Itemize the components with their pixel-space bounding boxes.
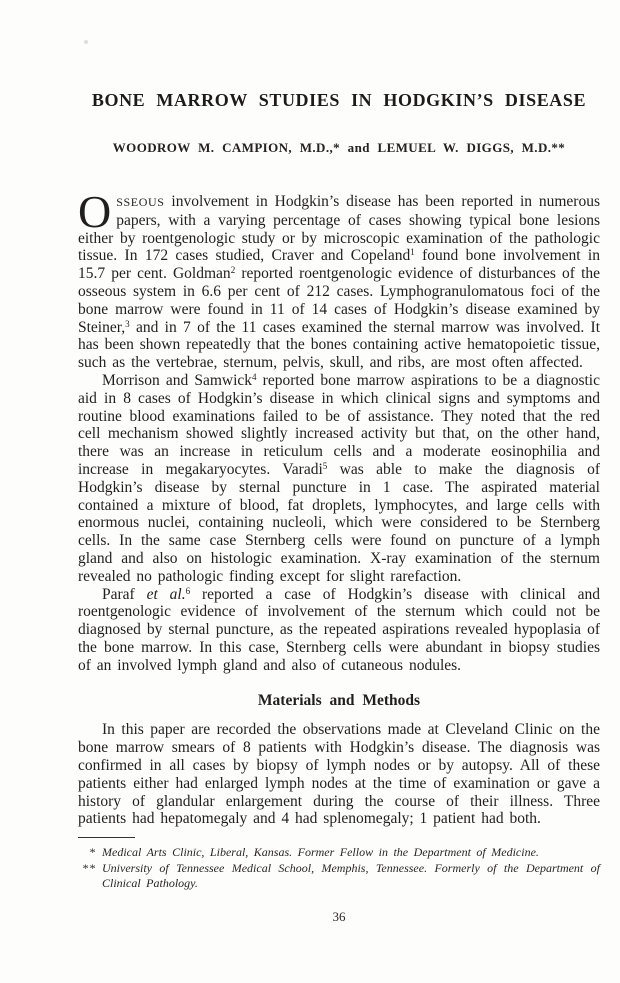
footnote [78, 845, 600, 861]
footnote-ref: 4 [252, 371, 257, 382]
text-run: Morrison and Samwick [102, 371, 253, 389]
text-run: In this paper are recorded the observations made at Cleveland Clinic on the bone marrow smears of 8 patients with Hodgkin’s disease. The diagnosis was confirmed in all cases by biopsy of lymph nodes or by autopsy. All of these patients either had enlarged lymph nodes at the time of examination or gave a history of glandular enlargement during the course of their illness. Three patients had hepatomegaly and 4 had splenomegaly; 1 patient had both. [78, 721, 600, 828]
dropcap-letter: O [78, 186, 112, 237]
footnote-rule [78, 837, 135, 838]
page-number: 36 [332, 908, 346, 924]
footnote-text: Medical Arts Clinic, Liberal, Kansas. Former Fellow in the Department of Medicine. [102, 845, 539, 860]
paragraph [78, 586, 600, 675]
footnote-ref: 3 [125, 318, 130, 329]
text-run: reported roentgenologic evidence of disturbances of the osseous system in 6.6 per cent of 212 cases. Lymphogranulomatous foci of the bone marrow were found in 11 of 14 cases of Hodgkin’s disease examined by Steiner, [78, 265, 601, 336]
footnote-marker: ** [82, 860, 96, 875]
italic-text: et al. [146, 585, 186, 603]
intro-paragraphs [78, 186, 601, 675]
article-title: BONE MARROW STUDIES IN HODGKIN’S DISEASE [91, 90, 587, 110]
text-run: reported bone marrow aspirations to be a diagnostic aid in 8 cases of Hodgkin’s disease in which clinical signs and symptoms and routine blood examinations failed to be of assistance. They noted that the red cell mechanism showed slightly increased activity but that, on the other hand, there was an increase in reticulum cells and a moderate eosinophilia and increase in megakaryocytes. Varadi [78, 371, 600, 478]
article-body [78, 186, 601, 828]
methods-paragraphs [78, 721, 600, 828]
footnotes [78, 845, 600, 892]
page-content [78, 0, 600, 925]
text-run: and in 7 of the 11 cases examined the sternal marrow was involved. It has been shown repeatedly that the bones containing active hematopoietic tissue, such as the vertebrae, sternum, pelvis, skull, and ribs, are most often affected. [78, 318, 600, 372]
footnote-marker: * [89, 845, 96, 860]
section-heading: Materials and Methods [257, 691, 421, 709]
paragraph [78, 721, 600, 828]
footnote-ref: 6 [185, 585, 191, 596]
footnote-ref: 2 [230, 265, 236, 276]
footnote-block [78, 837, 600, 892]
footnote-text: University of Tennessee Medical School, Memphis, Tennessee. Formerly of the Department of Clinical Pathology. [102, 860, 600, 891]
paragraph [78, 186, 601, 372]
article-authors: WOODROW M. CAMPION, M.D.,* and LEMUEL W. DIGGS, M.D.** [112, 140, 566, 155]
smallcaps-text: SSEOUS [116, 195, 165, 209]
footnote-ref: 5 [322, 460, 328, 471]
paragraph [78, 372, 600, 586]
text-run: reported a case of Hodgkin’s disease with clinical and roentgenologic evidence of involvement of the sternum which could not be diagnosed by sternal puncture, as the repeated aspirations revealed hypoplasia of the bone marrow. In this case, Sternberg cells were abundant in biopsy studies of an involved lymph gland and also of cutaneous nodules. [78, 585, 601, 674]
text-run: Paraf [102, 585, 147, 603]
text-run: involvement in Hodgkin’s disease has been reported in numerous papers, with a varying percentage of cases showing typical bone lesions either by roentgenologic study or by microscopic examination of the pathologic tissue. In 172 cases studied, Craver and Copeland [78, 193, 600, 265]
text-run: found bone involvement in 15.7 per cent. Goldman [78, 247, 600, 283]
text-run: was able to make the diagnosis of Hodgkin’s disease by sternal puncture in 1 case. The aspirated material contained a mixture of blood, fat droplets, lymphocytes, and large cells with enormous nuclei, containing nucleoli, which were considered to be Sternberg cells. In the same case Sternberg cells were found on puncture of a lymph gland and also on histologic examination. X-ray examination of the sternum revealed no pathologic finding except for slight rarefaction. [78, 460, 601, 585]
footnote-ref: 1 [410, 247, 415, 258]
footnote [78, 861, 600, 892]
